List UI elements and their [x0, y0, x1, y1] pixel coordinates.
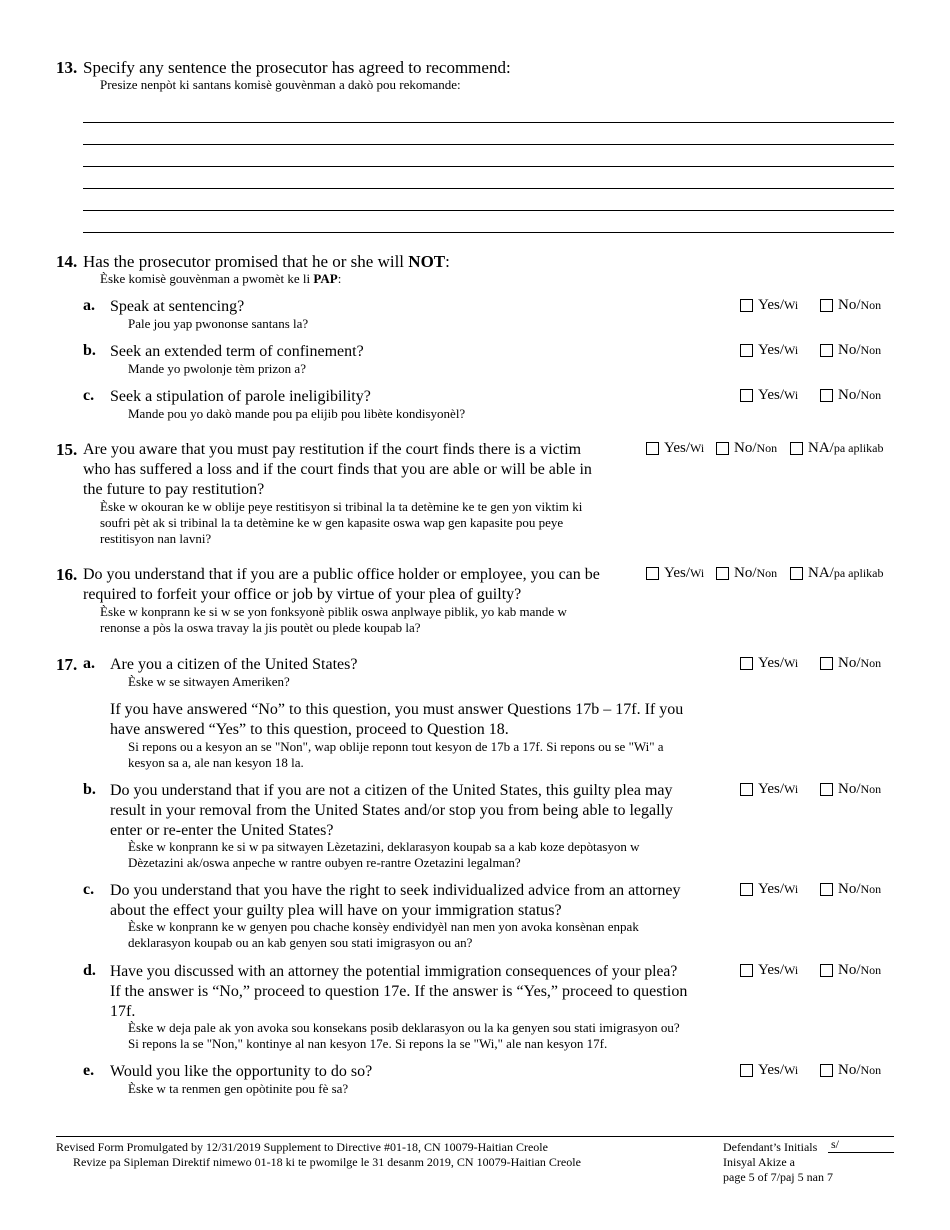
q17a-text: Are you a citizen of the United States? [110, 656, 358, 673]
q17e-no-option[interactable]: No/ Non [820, 1062, 881, 1079]
q14-text: Has the prosecutor promised that he or she will NOT: [83, 252, 450, 271]
q17d-translation-line1: Èske w deja pale ak yon avoka sou konsekans posib deklarasyon ou la ka genyen sou stati imigrasyon ou? [128, 1020, 680, 1035]
q14-translation: Èske komisè gouvènman a pwomèt ke li PAP: [100, 271, 342, 286]
q14a-translation: Pale jou yap pwononse santans la? [128, 316, 309, 331]
q16-yes-option[interactable]: Yes/ Wi [646, 565, 704, 582]
q15-number: 15. [56, 440, 78, 459]
q17e-text: Would you like the opportunity to do so? [110, 1063, 373, 1080]
q14c-text: Seek a stipulation of parole ineligibility? [110, 388, 371, 405]
q13-number: 13. [56, 58, 78, 77]
answer-line-1[interactable] [83, 122, 894, 123]
q17d-translation-line2: Si repons la se "Non," kontinye al nan kesyon 17e. Si repons la se "Wi," ale nan kesyon 17f. [128, 1036, 608, 1051]
defendant-initials-field[interactable]: s/ [828, 1137, 894, 1153]
q15-translation-line2: soufri pèt ak si tribinal la ta detèmine ke w gen kapasite oswa wap gen kapasite pou peye [100, 515, 564, 530]
answer-line-3[interactable] [83, 166, 894, 167]
q14b-no-option[interactable]: No/ Non [820, 342, 881, 359]
q17d-yes-checkbox[interactable] [740, 964, 753, 977]
q14c-letter: c. [83, 387, 95, 404]
q16-no-option[interactable]: No/ Non [716, 565, 777, 582]
q17b-no-option[interactable]: No/ Non [820, 781, 881, 798]
q14c-yes-option[interactable]: Yes/ Wi [740, 387, 798, 404]
q17e-translation: Èske w ta renmen gen opòtinite pou fè sa? [128, 1081, 349, 1096]
q15-no-option[interactable]: No/ Non [716, 440, 777, 457]
q17b-text-line2: result in your removal from the United States and/or stop you from being able to legally [110, 802, 673, 819]
q14b-yes-checkbox[interactable] [740, 344, 753, 357]
q14a-no-checkbox[interactable] [820, 299, 833, 312]
q15-text-line1: Are you aware that you must pay restitution if the court finds there is a victim [83, 441, 582, 458]
q15-yes-option[interactable]: Yes/ Wi [646, 440, 704, 457]
q14b-letter: b. [83, 342, 96, 359]
q17c-yes-option[interactable]: Yes/ Wi [740, 881, 798, 898]
q17b-translation-line2: Dèzetazini ak/oswa anpeche w rantre oubyen re-rantre Ozetazini legalman? [128, 855, 521, 870]
q15-translation-line1: Èske w okouran ke w oblije peye restitisyon si tribinal la ta detèmine ke te gen yon viktim ki [100, 499, 583, 514]
q17d-no-option[interactable]: No/ Non [820, 962, 881, 979]
q15-no-checkbox[interactable] [716, 442, 729, 455]
defendant-initials-label: Defendant’s Initials [723, 1140, 818, 1154]
q16-yes-checkbox[interactable] [646, 567, 659, 580]
q15-text-line2: who has suffered a loss and if the court finds that you are able or will be able in [83, 461, 592, 478]
q17a-translation: Èske w se sitwayen Ameriken? [128, 674, 290, 689]
q14c-no-option[interactable]: No/ Non [820, 387, 881, 404]
q16-na-checkbox[interactable] [790, 567, 803, 580]
q17a-letter: a. [83, 655, 95, 672]
q14b-no-checkbox[interactable] [820, 344, 833, 357]
q14-number: 14. [56, 252, 78, 271]
q17e-yes-checkbox[interactable] [740, 1064, 753, 1077]
q17d-yes-option[interactable]: Yes/ Wi [740, 962, 798, 979]
q16-number: 16. [56, 565, 78, 584]
q16-no-checkbox[interactable] [716, 567, 729, 580]
q14b-text: Seek an extended term of confinement? [110, 343, 364, 360]
q14c-no-checkbox[interactable] [820, 389, 833, 402]
q17a-note-translation-line1: Si repons ou a kesyon an se "Non", wap oblije reponn tout kesyon de 17b a 17f. Si repons ou se "Wi" a [128, 739, 664, 754]
q16-translation-line1: Èske w konprann ke si w se yon fonksyonè piblik oswa anplwaye piblik, yo kab mande w [100, 604, 567, 619]
q17a-yes-option[interactable]: Yes/ Wi [740, 655, 798, 672]
q17d-text-line1: Have you discussed with an attorney the potential immigration consequences of your plea? [110, 963, 678, 980]
q14c-yes-checkbox[interactable] [740, 389, 753, 402]
q17b-letter: b. [83, 781, 96, 798]
q17e-yes-option[interactable]: Yes/ Wi [740, 1062, 798, 1079]
q17c-no-checkbox[interactable] [820, 883, 833, 896]
q17a-no-option[interactable]: No/ Non [820, 655, 881, 672]
q17a-note-line1: If you have answered “No” to this question, you must answer Questions 17b – 17f. If you [110, 701, 684, 718]
q14a-yes-option[interactable]: Yes/ Wi [740, 297, 798, 314]
q17b-yes-option[interactable]: Yes/ Wi [740, 781, 798, 798]
q17b-text-line1: Do you understand that if you are not a citizen of the United States, this guilty plea may [110, 782, 673, 799]
q14b-yes-option[interactable]: Yes/ Wi [740, 342, 798, 359]
q14a-letter: a. [83, 297, 95, 314]
q17c-text-line1: Do you understand that you have the right to seek individualized advice from an attorney [110, 882, 681, 899]
q17b-yes-checkbox[interactable] [740, 783, 753, 796]
q15-na-option[interactable]: NA/ pa aplikab [790, 440, 884, 457]
q17c-text-line2: about the effect your guilty plea will have on your immigration status? [110, 902, 562, 919]
q17d-text-line3: 17f. [110, 1003, 136, 1020]
q14a-yes-checkbox[interactable] [740, 299, 753, 312]
q16-translation-line2: renonse a pòs la oswa travay la jis poutèt ou plede koupab la? [100, 620, 421, 635]
q16-text-line2: required to forfeit your office or job by virtue of your plea of guilty? [83, 586, 522, 603]
q17c-translation-line2: deklarasyon koupab ou an kab genyen sou stati imigrasyon ou an? [128, 935, 473, 950]
q14a-text: Speak at sentencing? [110, 298, 245, 315]
q17a-yes-checkbox[interactable] [740, 657, 753, 670]
q13-translation: Presize nenpòt ki santans komisè gouvènman a dakò pou rekomande: [100, 77, 461, 92]
q17c-translation-line1: Èske w konprann ke w genyen pou chache konsèy endividyèl nan men yon avoka konsènan enpak [128, 919, 639, 934]
q15-text-line3: the future to pay restitution? [83, 481, 265, 498]
answer-line-5[interactable] [83, 210, 894, 211]
q17c-letter: c. [83, 881, 95, 898]
footer-revision-translation: Revize pa Sipleman Direktif nimewo 01-18 ki te pwomilge le 31 desanm 2019, CN 10079-Haitian Creole [73, 1155, 581, 1169]
q17a-note-line2: have answered “Yes” to this question, proceed to Question 18. [110, 721, 509, 738]
q17b-no-checkbox[interactable] [820, 783, 833, 796]
footer-divider [56, 1136, 894, 1137]
q17b-translation-line1: Èske w konprann ke si w pa sitwayen Lèzetazini, deklarasyon koupab sa a kab koze depòtasyon w [128, 839, 640, 854]
q17a-no-checkbox[interactable] [820, 657, 833, 670]
q17e-letter: e. [83, 1062, 95, 1079]
answer-line-6[interactable] [83, 232, 894, 233]
q14c-translation: Mande pou yo dakò mande pou pa elijib pou libète kondisyonèl? [128, 406, 466, 421]
q17d-letter: d. [83, 962, 96, 979]
q14b-translation: Mande yo pwolonje tèm prizon a? [128, 361, 306, 376]
footer-revision-line: Revised Form Promulgated by 12/31/2019 Supplement to Directive #01-18, CN 10079-Haitian Creole [56, 1140, 548, 1154]
q17c-yes-checkbox[interactable] [740, 883, 753, 896]
answer-line-2[interactable] [83, 144, 894, 145]
q17d-no-checkbox[interactable] [820, 964, 833, 977]
q17-number: 17. [56, 655, 78, 674]
page-number: page 5 of 7/paj 5 nan 7 [723, 1170, 833, 1184]
q17b-text-line3: enter or re-enter the United States? [110, 822, 334, 839]
q16-na-option[interactable]: NA/ pa aplikab [790, 565, 884, 582]
q17e-no-checkbox[interactable] [820, 1064, 833, 1077]
q13-text: Specify any sentence the prosecutor has agreed to recommend: [83, 58, 511, 77]
q17c-no-option[interactable]: No/ Non [820, 881, 881, 898]
q15-yes-checkbox[interactable] [646, 442, 659, 455]
q17a-note-translation-line2: kesyon sa a, ale nan kesyon 18 la. [128, 755, 304, 770]
defendant-initials-translation: Inisyal Akize a [723, 1155, 795, 1169]
q16-text-line1: Do you understand that if you are a public office holder or employee, you can be [83, 566, 600, 583]
q17d-text-line2: If the answer is “No,” proceed to question 17e. If the answer is “Yes,” proceed to question [110, 983, 688, 1000]
answer-line-4[interactable] [83, 188, 894, 189]
q15-na-checkbox[interactable] [790, 442, 803, 455]
q14a-no-option[interactable]: No/ Non [820, 297, 881, 314]
q15-translation-line3: restitisyon nan lavni? [100, 531, 212, 546]
